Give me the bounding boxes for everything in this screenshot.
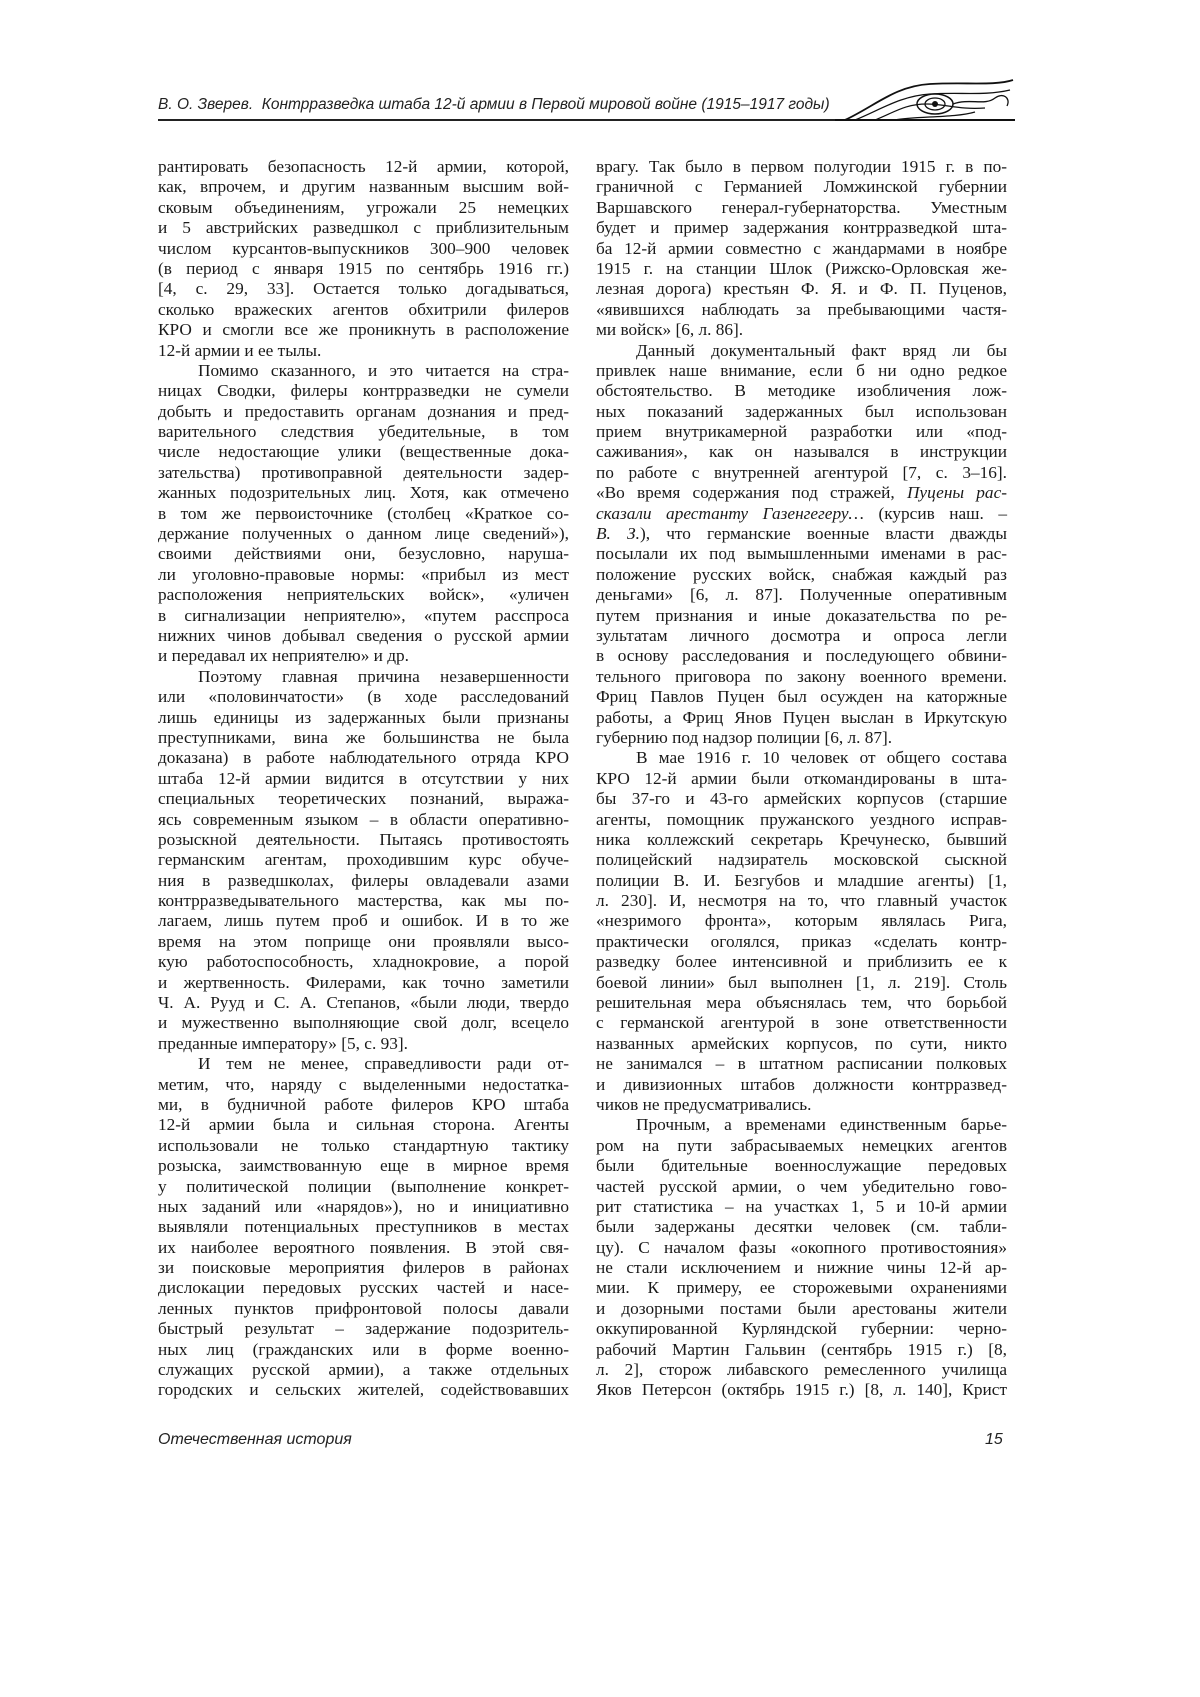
text-line: не стали исключением и нижние чины 12-й ар- [596,1258,1007,1278]
text-line: КРО и смогли все же проникнуть в расположение [158,320,569,340]
text-line: (в период с января 1915 по сентябрь 1916 гг.) [158,259,569,279]
paragraph [596,1115,1007,1400]
text-line: и дозорными постами были арестованы жители [596,1299,1007,1319]
text-line: доказана) в работе наблюдательного отряда КРО [158,748,569,768]
text-line: специальных теоретических познаний, выража- [158,789,569,809]
italic-run: В. З. [596,524,640,543]
text-line: посылали их под вымышленными именами в рас- [596,544,1007,564]
text-line: полиции В. И. Безгубов и младшие агенты) [1, [596,871,1007,891]
text-line: были бдительные военнослужащие передовых [596,1156,1007,1176]
text-line: сколько вражеских агентов обхитрили филеров [158,300,569,320]
text-line [596,524,1007,544]
text-line: тельного приговора по закону военного времени. [596,667,1007,687]
text-line: сковым объединениям, угрожали 25 немецких [158,198,569,218]
text-line: числе недостающие улики (вещественные дока- [158,442,569,462]
text-run: ), что германские военные власти дважды [640,524,1007,543]
italic-run: Пуцены рас- [907,483,1007,502]
text-line: агенты, помощник пружанского уездного исправ- [596,810,1007,830]
text-line: по работе с внутренней агентурой [7, с. 3–16]. [596,463,1007,483]
text-line: лагаем, лишь путем проб и ошибок. И в то же [158,911,569,931]
text-line: частей русской армии, о чем убедительно гово- [596,1177,1007,1197]
text-line: городских и сельских жителей, содействовавших [158,1380,569,1400]
text-line: метим, что, наряду с выделенными недостатка- [158,1075,569,1095]
text-line: преданные императору» [5, с. 93]. [158,1034,569,1054]
paragraph [596,748,1007,1115]
text-line: решительная мера объяснялась тем, что борьбой [596,993,1007,1013]
text-line: ных показаний задержанных был использован [596,402,1007,422]
text-line: Поэтому главная причина незавершенности [158,667,569,687]
text-line: числом курсантов-выпускников 300–900 человек [158,239,569,259]
text-line: быстрый результат – задержание подозритель- [158,1319,569,1339]
text-line: ных лиц (гражданских или в форме военно- [158,1340,569,1360]
text-line: Данный документальный факт вряд ли бы [596,341,1007,361]
text-line: в основу расследования и последующего обвини- [596,646,1007,666]
text-line: деньгами» [6, л. 87]. Полученные оперативным [596,585,1007,605]
text-line: л. 230]. И, несмотря на то, что главный участок [596,891,1007,911]
text-line: л. 2], сторож либавского ремесленного училища [596,1360,1007,1380]
text-line: в том же первоисточнике (столбец «Краткое со- [158,504,569,524]
text-line: Яков Петерсон (октябрь 1915 г.) [8, л. 140], Крист [596,1380,1007,1400]
text-line: служащих русской армии), а также отдельных [158,1360,569,1380]
text-line: Помимо сказанного, и это читается на стра- [158,361,569,381]
text-line: кую работоспособность, хладнокровие, а порой [158,952,569,972]
text-line: И тем не менее, справедливости ради от- [158,1054,569,1074]
text-line: и дивизионных штабов должности контрразвед- [596,1075,1007,1095]
text-line: работы, а Фриц Янов Пуцен выслан в Иркутскую [596,708,1007,728]
text-line: как, впрочем, и другим названным высшим вой- [158,177,569,197]
text-line: 12-й армии и ее тылы. [158,341,569,361]
text-line: и 5 австрийских разведшкол с приблизительным [158,218,569,238]
text-line: 12-й армии была и сильная сторона. Агенты [158,1115,569,1135]
text-line: практически оголялся, приказ «сделать контр- [596,932,1007,952]
text-line: путем признания и иные доказательства по ре- [596,606,1007,626]
text-line: германским агентам, проходившим курс обуче- [158,850,569,870]
text-line: у политической полиции (выполнение конкрет- [158,1177,569,1197]
text-line: «явившихся наблюдать за пребывающими частя- [596,300,1007,320]
text-line: губернию под надзор полиции [6, л. 87]. [596,728,1007,748]
paragraph [158,361,569,667]
text-line: выявляли потенциальных преступников в местах [158,1217,569,1237]
text-line: и передавал их неприятелю» и др. [158,646,569,666]
text-line: не занимался – в штатном расписании полковых [596,1054,1007,1074]
text-line: ром на пути забрасываемых немецких агентов [596,1136,1007,1156]
text-line: в сигнализации неприятелю», «путем расспроса [158,606,569,626]
text-line: будет и пример задержания контрразведкой шта- [596,218,1007,238]
text-line: разведку более интенсивной и приблизить ее к [596,952,1007,972]
text-line: жанных подозрительных лиц. Хотя, как отмечено [158,483,569,503]
text-line: В мае 1916 г. 10 человек от общего состава [596,748,1007,768]
header-rule [158,119,858,121]
text-line: чиков не предусматривались. [596,1095,1007,1115]
text-run: «Во время содержания под стражей, [596,483,907,502]
text-line: держание полученных о данном лице сведений»), [158,524,569,544]
text-line: ника коллежский секретарь Кречунеско, бывший [596,830,1007,850]
journal-title: Отечественная история [158,1431,352,1449]
text-line: преступниками, вина же большинства не была [158,728,569,748]
italic-run: сказали арестанту Газенгегеру… [596,504,864,523]
text-line: Прочным, а временами единственным барье- [596,1115,1007,1135]
text-line: лишь единицы из задержанных были признаны [158,708,569,728]
text-line: «незримого фронта», которым являлась Рига, [596,911,1007,931]
paragraph [596,341,1007,749]
text-line: своими действиями они, безусловно, наруша- [158,544,569,564]
text-line: использовали не только стандартную тактику [158,1136,569,1156]
text-line: ли уголовно-правовые нормы: «прибыл из мест [158,565,569,585]
text-line: дислокации передовых русских частей и насе- [158,1278,569,1298]
text-line: ницах Сводки, филеры контрразведки не сумели [158,381,569,401]
text-line: время на этом поприще они проявляли высо- [158,932,569,952]
text-line: оккупированной Курляндской губернии: черно- [596,1319,1007,1339]
text-line: или «половинчатости» (в ходе расследований [158,687,569,707]
text-line: мии. К примеру, ее сторожевыми охранениями [596,1278,1007,1298]
page-number: 15 [985,1431,1003,1449]
text-line: контрразведывательного мастерства, как мы по- [158,891,569,911]
text-line: КРО 12-й армии были откомандированы в шта- [596,769,1007,789]
text-line: ми, в будничной работе филеров КРО штаба [158,1095,569,1115]
text-line: добыть и предоставить органам дознания и пред- [158,402,569,422]
text-line: положение русских войск, снабжая каждый раз [596,565,1007,585]
text-line: Варшавского генерал-губернаторства. Уместным [596,198,1007,218]
text-column-right [596,157,1007,1401]
text-line: названных армейских корпусов, по сути, никто [596,1034,1007,1054]
text-line: с германской агентурой в зоне ответственности [596,1013,1007,1033]
text-line: рантировать безопасность 12-й армии, которой, [158,157,569,177]
text-line: ния в разведшколах, филеры овладевали азами [158,871,569,891]
ornament-icon [835,76,1015,128]
text-line: Фриц Павлов Пуцен был осужден на каторжные [596,687,1007,707]
text-line: ных заданий или «нарядов»), но и инициативно [158,1197,569,1217]
text-line: были задержаны десятки человек (см. табли- [596,1217,1007,1237]
text-line: штаба 12-й армии видится в отсутствии у них [158,769,569,789]
text-line: варительного следствия убедительные, в том [158,422,569,442]
text-line: ми войск» [6, л. 86]. [596,320,1007,340]
paragraph [596,157,1007,341]
text-line: розыска, заимствованную еще в мирное время [158,1156,569,1176]
paragraph [158,157,569,361]
text-line: нижних чинов добывал сведения о русской армии [158,626,569,646]
paragraph [158,1054,569,1401]
text-line: зультатам личного досмотра и опроса легли [596,626,1007,646]
text-line: цу). С началом фазы «окопного противостояния» [596,1238,1007,1258]
running-header: В. О. Зверев. Контрразведка штаба 12-й армии в Первой мировой войне (1915–1917 годы) [158,96,830,114]
text-line: полицейский надзиратель московской сыскной [596,850,1007,870]
text-line: зи поисковые мероприятия филеров в районах [158,1258,569,1278]
text-line: [4, с. 29, 33]. Остается только догадываться, [158,279,569,299]
text-line: розыскной деятельности. Пытаясь противостоять [158,830,569,850]
text-line: привлек наше внимание, если б ни одно редкое [596,361,1007,381]
text-line [596,504,1007,524]
text-line: Ч. А. Рууд и С. А. Степанов, «были люди, твердо [158,993,569,1013]
text-line: зательства) противоправной деятельности задер- [158,463,569,483]
text-line: прием внутрикамерной разработки или «под- [596,422,1007,442]
text-line: 1915 г. на станции Шлок (Рижско-Орловская же- [596,259,1007,279]
text-column-left [158,157,569,1401]
text-line: врагу. Так было в первом полугодии 1915 г. в по- [596,157,1007,177]
text-run: (курсив наш. – [864,504,1007,523]
text-line: ясь современным языком – в области оперативно- [158,810,569,830]
text-line: ленных пунктов прифронтовой полосы давали [158,1299,569,1319]
text-line: и жертвенность. Филерами, как точно заметили [158,973,569,993]
text-line: граничной с Германией Ломжинской губернии [596,177,1007,197]
text-line: боевой линии» был выполнен [1, л. 219]. Столь [596,973,1007,993]
text-line: рабочий Мартин Гальвин (сентябрь 1915 г.) [8, [596,1340,1007,1360]
text-line: лезная дорога) крестьян Ф. Я. и Ф. П. Пуценов, [596,279,1007,299]
text-line: их наиболее вероятного появления. В этой свя- [158,1238,569,1258]
text-line: саживания», как он назывался в инструкции [596,442,1007,462]
text-line [596,483,1007,503]
text-line: рит статистика – на участках 1, 5 и 10-й армии [596,1197,1007,1217]
text-line: ба 12-й армии совместно с жандармами в ноябре [596,239,1007,259]
paragraph [158,667,569,1054]
text-line: обстоятельство. В методике изобличения лож- [596,381,1007,401]
text-line: бы 37-го и 43-го армейских корпусов (старшие [596,789,1007,809]
text-line: и мужественно выполняющие свой долг, всецело [158,1013,569,1033]
text-line: расположения неприятельских войск», «уличен [158,585,569,605]
